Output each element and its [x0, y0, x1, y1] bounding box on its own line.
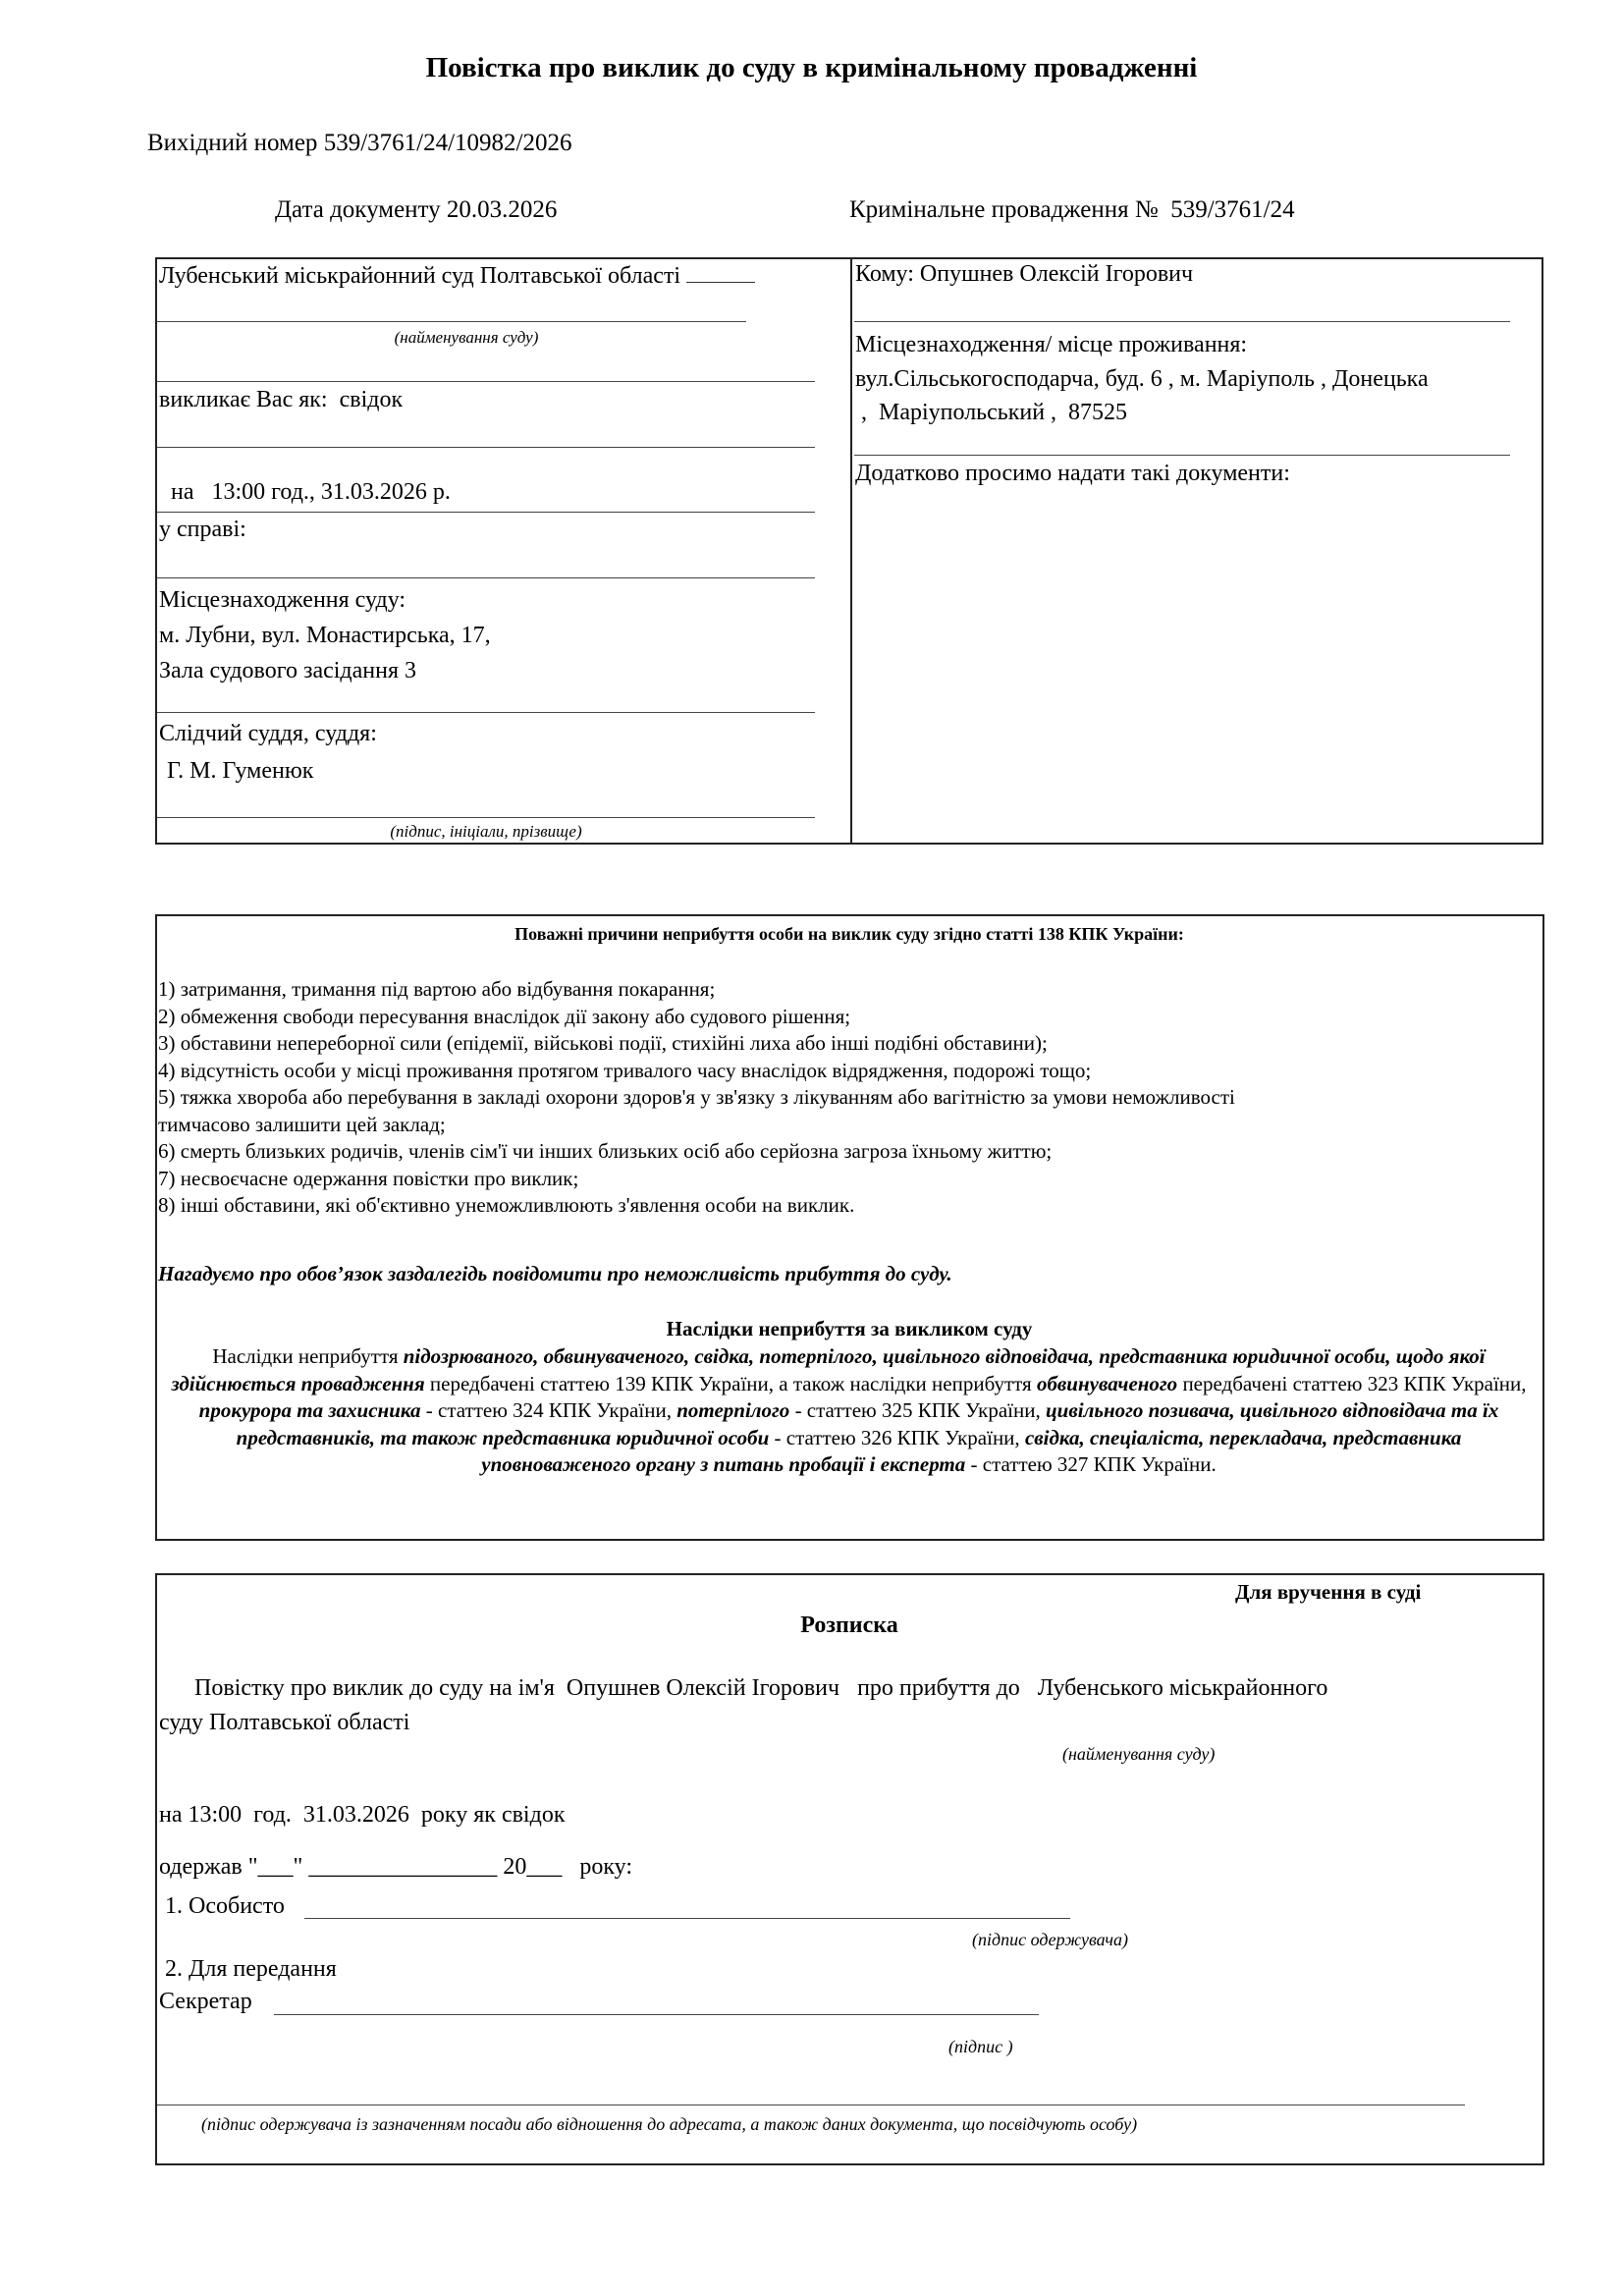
consequences-text	[159, 1343, 1539, 1479]
recipient-line	[855, 260, 1193, 288]
reason-item: 2) обмеження свободи пересування внаслідок дії закону або судового рішення;	[158, 1004, 851, 1028]
judge-signature-caption: (підпис, ініціали, прізвище)	[390, 822, 582, 841]
document-date-label: Дата документу	[275, 196, 441, 223]
personally-label: 1. Особисто	[165, 1893, 285, 1919]
consequences-text-segment: Наслідки неприбуття	[212, 1344, 404, 1368]
court-name-underline	[157, 321, 746, 322]
court-name-caption: (найменування суду)	[394, 328, 539, 347]
recipient-underline	[854, 321, 1510, 322]
receipt-body-line1: Повістку про виклик до суду на ім'я Опушнев Олексій Ігорович про прибуття до Лубенського міськрайонного	[194, 1675, 1328, 1701]
consequences-text-segment: - статтею 327 КПК України.	[965, 1452, 1217, 1476]
consequences-emphasis: потерпілого	[676, 1398, 790, 1422]
secretary-signature-line	[274, 2014, 1039, 2015]
recipient-label: Кому:	[855, 261, 914, 287]
criminal-case-label: Кримінальне провадження №	[849, 196, 1159, 223]
summons-column-divider	[850, 257, 852, 845]
personally-line	[165, 1892, 285, 1920]
reason-item: 4) відсутність особи у місці проживання протягом тривалого часу внаслідок відрядження, подорожі тощо;	[158, 1058, 1092, 1082]
appearance-time-prefix: на	[171, 479, 194, 505]
consequences-text-segment: - статтею 326 КПК України,	[769, 1425, 1025, 1449]
outgoing-number	[147, 129, 571, 158]
court-location-room: Зала судового засідання 3	[159, 658, 417, 683]
recipient-full-signature-caption: (підпис одержувача із зазначенням посади або відношення до адресата, а також даних документа, що посвідчують особу)	[201, 2114, 1138, 2134]
reason-item: 6) смерть близьких родичів, членів сім'ї чи інших близьких осіб або серйозна загроза їхньому життю;	[158, 1139, 1053, 1163]
case-underline	[157, 577, 815, 578]
recipient-signature-caption: (підпис одержувача)	[972, 1930, 1128, 1949]
judge-name: Г. М. Гуменюк	[167, 758, 314, 784]
criminal-case-number	[849, 195, 1295, 225]
consequences-text-segment: передбачені статтею 139 КПК України, а також наслідки неприбуття	[424, 1371, 1037, 1395]
consequences-emphasis: прокурора та захисника	[198, 1398, 421, 1422]
role-underline	[157, 447, 815, 448]
receipt-court-caption: (найменування суду)	[1062, 1744, 1216, 1764]
secretary-line	[159, 1988, 252, 2015]
recipient-address-label: Місцезнаходження/ місце проживання:	[855, 332, 1248, 357]
reason-item: 8) інші обставини, які об'єктивно унеможливлюють з'явлення особи на виклик.	[158, 1193, 855, 1217]
secretary-label: Секретар	[159, 1989, 252, 2014]
caption-underline	[157, 381, 815, 382]
role-label: викликає Вас як:	[159, 387, 328, 412]
reason-item: 5) тяжка хвороба або перебування в закладі охорони здоров'я у зв'язку з лікуванням або вагітністю за умови неможливості	[158, 1085, 1235, 1109]
consequences-emphasis: обвинуваченого	[1036, 1371, 1178, 1395]
role-value: свідок	[339, 387, 404, 412]
court-location-address: м. Лубни, вул. Монастирська, 17,	[159, 623, 491, 648]
court-name-blank	[686, 260, 755, 283]
transfer-label: 2. Для передання	[165, 1956, 337, 1982]
personally-signature-line	[304, 1918, 1070, 1919]
consequences-emphasis: підозрюваного, обвинуваченого, свідка, потерпілого, цивільного відповідача, представника юридичної особи, щодо якої здійснюється провадження	[171, 1344, 1486, 1395]
reason-item: 3) обставини непереборної сили (епідемії, військові події, стихійні лиха або інші подібні обставини);	[158, 1031, 1048, 1055]
reminder-note: Нагадуємо про обов’язок заздалегідь повідомити про неможливість прибуття до суду.	[158, 1262, 952, 1285]
court-location-label: Місцезнаходження суду:	[159, 587, 406, 613]
additional-documents-label: Додатково просимо надати такі документи:	[855, 461, 1290, 486]
consequences-emphasis: цивільного позивача, цивільного відповідача та їх представників, та також представника юридичної особи	[236, 1398, 1499, 1449]
reason-item: тимчасово залишити цей заклад;	[158, 1112, 446, 1136]
outgoing-number-label: Вихідний номер	[147, 130, 318, 156]
consequences-text-segment: - статтею 325 КПК України,	[789, 1398, 1046, 1422]
time-underline	[157, 512, 815, 513]
judge-label: Слідчий суддя, суддя:	[159, 721, 377, 746]
criminal-case-value: 539/3761/24	[1170, 196, 1295, 223]
consequences-heading: Наслідки неприбуття за викликом суду	[666, 1317, 1033, 1340]
location-underline	[157, 712, 815, 713]
delivery-note: Для вручення в суді	[1235, 1580, 1422, 1604]
appearance-time	[159, 451, 451, 506]
recipient-name: Опушнев Олексій Ігорович	[919, 261, 1194, 287]
receipt-body-line2: суду Полтавської області	[159, 1710, 410, 1735]
court-name	[159, 260, 755, 290]
recipient-address-line2: , Маріупольський , 87525	[855, 400, 1128, 425]
document-date-value: 20.03.2026	[446, 196, 558, 223]
role-line	[159, 386, 403, 413]
receipt-title: Розписка	[800, 1613, 898, 1638]
case-label: у справі:	[159, 517, 246, 542]
reason-item: 1) затримання, тримання під вартою або відбування покарання;	[158, 977, 716, 1001]
consequences-emphasis: свідка, спеціаліста, перекладача, представника уповноваженого органу з питань пробації і експерта	[481, 1425, 1462, 1476]
recipient-address-line1: вул.Сільськогосподарча, буд. 6 , м. Маріуполь , Донецька	[855, 366, 1429, 392]
secretary-signature-caption: (підпис )	[948, 2037, 1013, 2056]
outgoing-number-value: 539/3761/24/10982/2026	[323, 130, 572, 156]
document-date	[275, 195, 557, 225]
reasons-heading: Поважні причини неприбуття особи на виклик суду згідно статті 138 КПК України:	[514, 924, 1184, 944]
document-title: Повістка про виклик до суду в кримінальному провадженні	[425, 52, 1198, 83]
reasons-list	[158, 976, 1538, 1220]
received-date-line: одержав "___" ________________ 20___ року:	[159, 1854, 633, 1880]
reason-item: 7) несвоєчасне одержання повістки про виклик;	[158, 1166, 579, 1190]
receipt-time-line: на 13:00 год. 31.03.2026 року як свідок	[159, 1802, 566, 1828]
judge-signature-line	[157, 817, 815, 818]
address-underline	[854, 455, 1510, 456]
court-name-text: Лубенський міськрайонний суд Полтавської області	[159, 263, 681, 289]
consequences-text-segment: - статтею 324 КПК України,	[420, 1398, 677, 1422]
appearance-time-value: 13:00 год., 31.03.2026 р.	[211, 479, 451, 505]
consequences-text-segment: передбачені статтею 323 КПК України,	[1177, 1371, 1527, 1395]
